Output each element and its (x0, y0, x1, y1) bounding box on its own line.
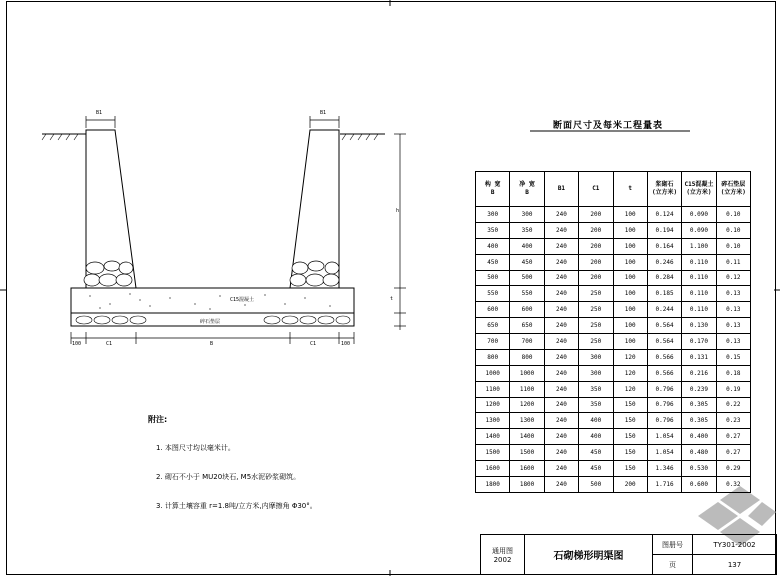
table-cell: 0.29 (716, 461, 750, 477)
table-cell: 200 (613, 476, 647, 492)
table-cell: 450 (476, 254, 510, 270)
drawing-no-label: 图册号 (653, 535, 693, 555)
table-cell: 240 (544, 476, 578, 492)
table-cell: 120 (613, 349, 647, 365)
table-cell: 0.15 (716, 349, 750, 365)
table-row (476, 445, 751, 461)
table-cell: 650 (476, 318, 510, 334)
table-cell: 240 (544, 429, 578, 445)
table-row (476, 476, 751, 492)
table-cell: 1300 (510, 413, 544, 429)
table-cell: 0.244 (647, 302, 681, 318)
table-cell: 0.13 (716, 334, 750, 350)
table-cell: 1.054 (647, 445, 681, 461)
table-cell: 0.22 (716, 397, 750, 413)
page-no: 137 (693, 555, 777, 575)
table-cell: 0.13 (716, 302, 750, 318)
table-cell: 0.10 (716, 207, 750, 223)
table-cell: 350 (510, 222, 544, 238)
table-cell: 0.530 (682, 461, 716, 477)
table-cell: 0.19 (716, 381, 750, 397)
table-cell: 1400 (510, 429, 544, 445)
table-row (476, 207, 751, 223)
dim-c1-left: C1 (106, 341, 113, 347)
table-cell: 240 (544, 302, 578, 318)
note-1: 1. 本图尺寸均以毫米计。 (156, 444, 235, 452)
page-label: 页 (653, 555, 693, 575)
table-cell: 200 (579, 238, 613, 254)
table-header-cell: 浆砌石 (立方米) (647, 172, 681, 207)
table-header-cell: 碎石垫层 (立方米) (716, 172, 750, 207)
table-cell: 0.12 (716, 270, 750, 286)
drawing-title: 石砌梯形明渠图 (525, 535, 653, 575)
table-cell: 800 (510, 349, 544, 365)
table-cell: 300 (579, 365, 613, 381)
table-cell: 1000 (510, 365, 544, 381)
table-cell: 200 (579, 254, 613, 270)
table-cell: 1500 (510, 445, 544, 461)
table-cell: 250 (579, 302, 613, 318)
table-cell: 240 (544, 349, 578, 365)
table-cell: 0.566 (647, 365, 681, 381)
table-cell: 1.346 (647, 461, 681, 477)
table-cell: 0.305 (682, 413, 716, 429)
table-cell: 450 (510, 254, 544, 270)
table-cell: 650 (510, 318, 544, 334)
table-cell: 0.564 (647, 318, 681, 334)
table-cell: 0.239 (682, 381, 716, 397)
table-row (476, 365, 751, 381)
table-cell: 1200 (510, 397, 544, 413)
table-cell: 550 (510, 286, 544, 302)
table-cell: 240 (544, 445, 578, 461)
concrete-label: C15混凝土 (230, 297, 255, 303)
table-cell: 100 (613, 207, 647, 223)
table-cell: 0.600 (682, 476, 716, 492)
table-cell: 150 (613, 461, 647, 477)
table-cell: 0.246 (647, 254, 681, 270)
table-cell: 1800 (476, 476, 510, 492)
table-header-cell: C1 (579, 172, 613, 207)
table-cell: 0.564 (647, 334, 681, 350)
table-cell: 0.170 (682, 334, 716, 350)
title-block (480, 534, 777, 575)
table-cell: 0.10 (716, 238, 750, 254)
table-header-cell: t (613, 172, 647, 207)
table-cell: 0.305 (682, 397, 716, 413)
table-cell: 0.566 (647, 349, 681, 365)
table-row (476, 286, 751, 302)
table-cell: 450 (579, 461, 613, 477)
table-row (476, 381, 751, 397)
table-header-cell: 净 宽 B (510, 172, 544, 207)
table-cell: 1400 (476, 429, 510, 445)
table-header-cell: 构 宽 B (476, 172, 510, 207)
table-cell: 0.124 (647, 207, 681, 223)
table-cell: 200 (579, 222, 613, 238)
table-cell: 350 (579, 381, 613, 397)
table-cell: 500 (476, 270, 510, 286)
table-cell: 100 (613, 254, 647, 270)
table-cell: 1500 (476, 445, 510, 461)
table-cell: 0.130 (682, 318, 716, 334)
table-header-cell: C15混凝土 (立方米) (682, 172, 716, 207)
table-cell: 150 (613, 413, 647, 429)
table-cell: 100 (613, 318, 647, 334)
table-cell: 240 (544, 270, 578, 286)
table-cell: 240 (544, 413, 578, 429)
table-row (476, 334, 751, 350)
table-row (476, 238, 751, 254)
dim-100-left: 100 (72, 341, 82, 347)
table-cell: 0.27 (716, 429, 750, 445)
table-cell: 150 (613, 429, 647, 445)
dim-h: h (396, 208, 400, 214)
table-cell: 0.110 (682, 286, 716, 302)
table-cell: 500 (510, 270, 544, 286)
table-cell: 0.164 (647, 238, 681, 254)
table-cell: 240 (544, 254, 578, 270)
table-cell: 240 (544, 238, 578, 254)
table-cell: 0.090 (682, 222, 716, 238)
table-cell: 600 (476, 302, 510, 318)
table-cell: 1600 (476, 461, 510, 477)
general-drawing-cell: 通用图 2002 (481, 535, 525, 575)
table-title: 断面尺寸及每米工程量表 (552, 121, 663, 131)
table-cell: 250 (579, 318, 613, 334)
table-row (476, 429, 751, 445)
table-cell: 240 (544, 461, 578, 477)
table-cell: 240 (544, 365, 578, 381)
table-cell: 600 (510, 302, 544, 318)
table-row (476, 222, 751, 238)
table-cell: 0.090 (682, 207, 716, 223)
table-cell: 350 (476, 222, 510, 238)
table-cell: 500 (579, 476, 613, 492)
table-cell: 0.13 (716, 286, 750, 302)
dim-b: B (210, 341, 214, 347)
table-cell: 1000 (476, 365, 510, 381)
table-cell: 400 (510, 238, 544, 254)
table-cell: 240 (544, 318, 578, 334)
table-cell: 1.100 (682, 238, 716, 254)
table-cell: 0.23 (716, 413, 750, 429)
table-cell: 0.796 (647, 413, 681, 429)
table-cell: 0.400 (682, 429, 716, 445)
table-cell: 100 (613, 270, 647, 286)
table-cell: 0.796 (647, 381, 681, 397)
table-cell: 350 (579, 397, 613, 413)
table-cell: 1600 (510, 461, 544, 477)
table-cell: 0.194 (647, 222, 681, 238)
table-cell: 250 (579, 286, 613, 302)
table-cell: 0.480 (682, 445, 716, 461)
notes-heading: 附注: (148, 415, 168, 424)
note-2: 2. 砌石不小于 MU20块石, M5水泥砂浆砌筑。 (156, 473, 301, 481)
table-cell: 300 (510, 207, 544, 223)
table-cell: 550 (476, 286, 510, 302)
table-cell: 0.796 (647, 397, 681, 413)
table-cell: 200 (579, 270, 613, 286)
table-cell: 1800 (510, 476, 544, 492)
table-cell: 150 (613, 397, 647, 413)
table-cell: 240 (544, 381, 578, 397)
table-cell: 400 (579, 413, 613, 429)
table-cell: 400 (476, 238, 510, 254)
table-row (476, 318, 751, 334)
table-cell: 0.32 (716, 476, 750, 492)
drawing-no: TY301-2002 (693, 535, 777, 555)
table-cell: 1200 (476, 397, 510, 413)
concrete-slab (71, 288, 354, 313)
dim-t: t (390, 296, 394, 302)
dimension-table (475, 171, 751, 493)
dim-top-right: B1 (320, 110, 327, 116)
table-cell: 240 (544, 334, 578, 350)
table-cell: 0.10 (716, 222, 750, 238)
table-header-cell: B1 (544, 172, 578, 207)
table-cell: 1100 (510, 381, 544, 397)
table-cell: 200 (579, 207, 613, 223)
table-cell: 100 (613, 222, 647, 238)
table-row (476, 413, 751, 429)
table-cell: 0.18 (716, 365, 750, 381)
table-cell: 1.716 (647, 476, 681, 492)
table-cell: 120 (613, 381, 647, 397)
table-cell: 100 (613, 302, 647, 318)
table-cell: 400 (579, 429, 613, 445)
table-cell: 0.284 (647, 270, 681, 286)
table-cell: 300 (579, 349, 613, 365)
table-cell: 240 (544, 397, 578, 413)
notes (148, 405, 317, 521)
table-row (476, 270, 751, 286)
table-cell: 100 (613, 238, 647, 254)
table-cell: 240 (544, 286, 578, 302)
table-cell: 700 (476, 334, 510, 350)
table-cell: 100 (613, 334, 647, 350)
table-row (476, 302, 751, 318)
table-cell: 1100 (476, 381, 510, 397)
table-cell: 250 (579, 334, 613, 350)
table-cell: 120 (613, 365, 647, 381)
table-cell: 0.110 (682, 254, 716, 270)
table-cell: 100 (613, 286, 647, 302)
table-cell: 0.216 (682, 365, 716, 381)
table-cell: 240 (544, 222, 578, 238)
table-cell: 0.110 (682, 270, 716, 286)
gravel-label: 碎石垫层 (200, 319, 221, 325)
dim-100-right: 100 (341, 341, 351, 347)
table-cell: 0.131 (682, 349, 716, 365)
table-row (476, 397, 751, 413)
table-cell: 150 (613, 445, 647, 461)
table-cell: 1300 (476, 413, 510, 429)
table-cell: 700 (510, 334, 544, 350)
table-row (476, 254, 751, 270)
note-3: 3. 计算土壤容重 r=1.8吨/立方米,内摩擦角 Φ30°。 (156, 502, 317, 510)
dim-c1-right: C1 (310, 341, 317, 347)
table-cell: 0.110 (682, 302, 716, 318)
table-row (476, 349, 751, 365)
table-cell: 0.11 (716, 254, 750, 270)
table-cell: 800 (476, 349, 510, 365)
table-cell: 300 (476, 207, 510, 223)
table-row (476, 461, 751, 477)
table-cell: 0.185 (647, 286, 681, 302)
table-cell: 450 (579, 445, 613, 461)
table-cell: 0.13 (716, 318, 750, 334)
table-cell: 0.27 (716, 445, 750, 461)
table-cell: 1.054 (647, 429, 681, 445)
table-cell: 240 (544, 207, 578, 223)
dim-top-left: B1 (96, 110, 103, 116)
